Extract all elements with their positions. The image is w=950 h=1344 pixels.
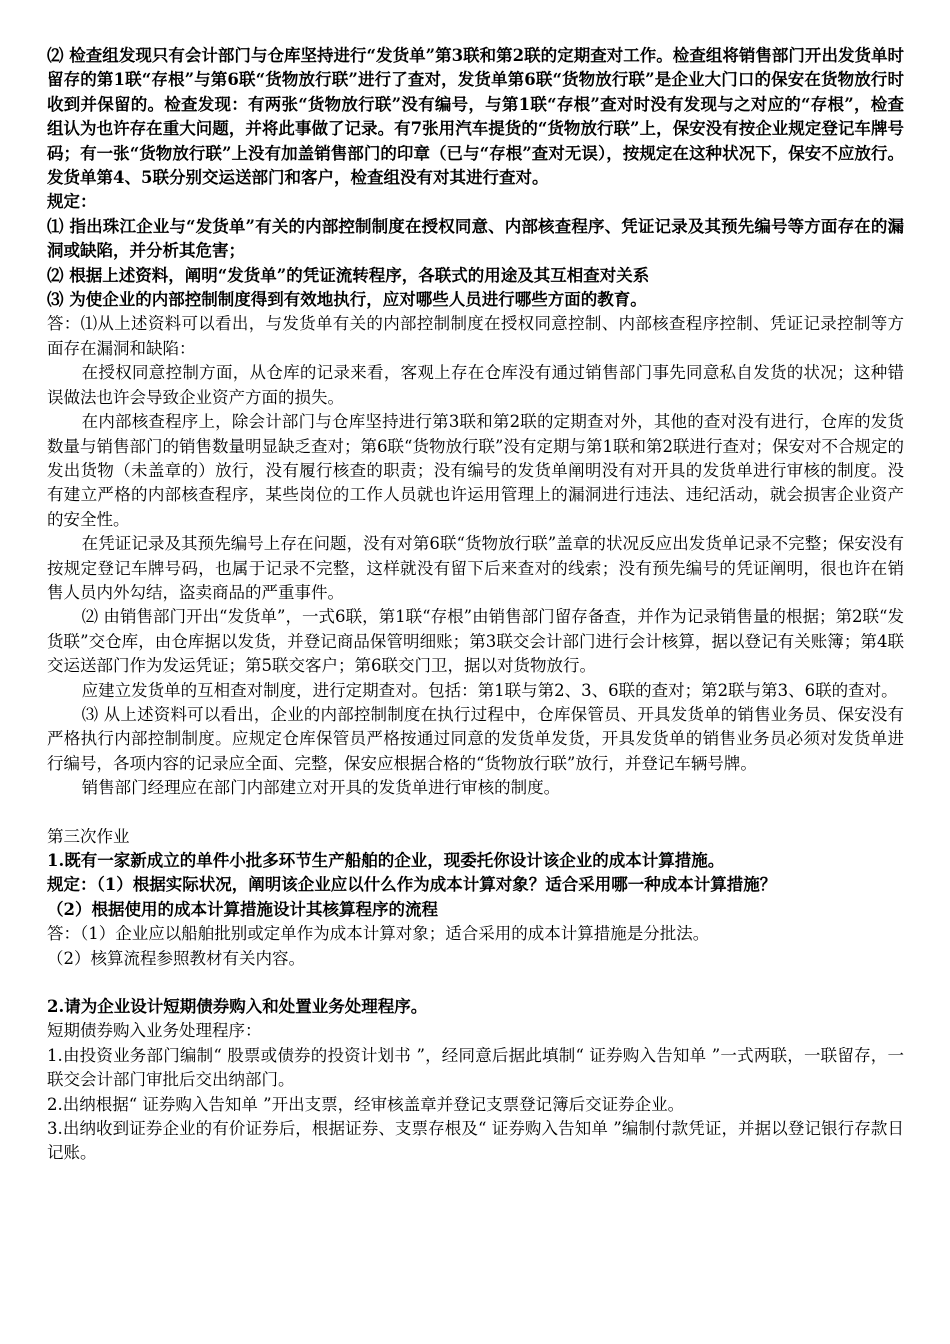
question-2-step-3: 3.出纳收到证券企业的有价证券后，根据证券、支票存根及“ 证券购入告知单 ”编制付款凭证，并据以登记银行存款日记账。	[47, 1119, 904, 1163]
answer-3: ⑶ 从上述资料可以看出，企业的内部控制制度在执行过程中，仓库保管员、开具发货单的销售业务员、保安没有严格执行内部控制制度。应规定仓库保管员严格按通过同意的发货单发货，开具发货单的销售业务员必须对发货单进行编号，各项内容的记录应全面、完整，保安应根据合格的“货物放行联”放行，并登记车辆号牌。	[47, 704, 904, 773]
question-1: 1.既有一家新成立的单件小批多环节生产船舶的企业，现委托你设计该企业的成本计算措施。	[47, 851, 725, 870]
question-1-requirement-b: （2）根据使用的成本计算措施设计其核算程序的流程	[47, 899, 438, 919]
question-1-answer-b: （2）核算流程参照教材有关内容。	[47, 948, 305, 968]
answer-records: 在凭证记录及其预先编号上存在问题，没有对第6联“货物放行联”盖章的状况反应出发货单记录不完整；保安没有按规定登记车牌号码，也属于记录不完整，这样就没有留下后来查对的线索；没有预先编号的凭证阐明，很也许在销售人员内外勾结，盗卖商品的严重事件。	[47, 534, 904, 602]
question-1-requirement-a: 规定：（1）根据实际状况，阐明该企业应以什么作为成本计算对象？适合采用哪一种成本计算措施？	[47, 875, 777, 895]
requirement-1: ⑴ 指出珠江企业与“发货单”有关的内部控制制度在授权同意、内部核查程序、凭证记录及其预先编号等方面存在的漏洞或缺陷，并分析其危害；	[47, 216, 904, 261]
answer-authorization: 在授权同意控制方面，从仓库的记录来看，客观上存在仓库没有通过销售部门事先同意私自发货的状况；这种错误做法也许会导致企业资产方面的损失。	[47, 363, 904, 407]
question-2-step-2: 2.出纳根据“ 证券购入告知单 ”开出支票，经审核盖章并登记支票登记簿后交证券企业。	[47, 1094, 685, 1114]
question-2: 2.请为企业设计短期债券购入和处置业务处理程序。	[47, 997, 428, 1017]
answer-2-cross-check: 应建立发货单的互相查对制度，进行定期查对。包括：第1联与第2、3、6联的查对；第2联与第3、6联的查对。	[81, 680, 898, 700]
requirements-label: 规定：	[47, 192, 97, 212]
question-2-step-1: 1.由投资业务部门编制“ 股票或债券的投资计划书 ”，经同意后据此填制“ 证券购入告知单 ”一式两联，一联留存，一联交会计部门审批后交出纳部门。	[47, 1045, 904, 1090]
spacer	[47, 801, 904, 825]
answer-internal-check: 在内部核查程序上，除会计部门与仓库坚持进行第3联和第2联的定期查对外，其他的查对没有进行，仓库的发货数量与销售部门的销售数量明显缺乏查对；第6联“货物放行联”没有定期与第1联和第2联进行查对；保安对不合规定的发出货物（未盖章的）放行，没有履行核查的职责；没有编号的发货单阐明没有对开具的发货单进行审核的制度。没有建立严格的内部核查程序，某些岗位的工作人员就也许运用管理上的漏洞进行违法、违纪活动，就会损害企业资产的安全性。	[47, 412, 904, 529]
requirement-3: ⑶ 为使企业的内部控制制度得到有效地执行，应对哪些人员进行哪些方面的教育。	[47, 290, 647, 310]
requirement-2: ⑵ 根据上述资料，阐明“发货单”的凭证流转程序，各联式的用途及其互相查对关系	[47, 265, 650, 285]
question-1-answer-a: 答：（1）企业应以船舶批别或定单作为成本计算对象；适合采用的成本计算措施是分批法。	[47, 924, 710, 944]
spacer	[47, 971, 904, 995]
answer-intro: 答：⑴从上述资料可以看出，与发货单有关的内部控制制度在授权同意控制、内部核查程序控制、凭证记录控制等方面存在漏洞和缺陷：	[47, 314, 904, 358]
answer-2-flow: ⑵ 由销售部门开出“发货单”，一式6联，第1联“存根”由销售部门留存备查，并作为记录销售量的根据；第2联“发货联”交仓库，由仓库据以发货，并登记商品保管明细账；第3联交会计部门进行会计核算，据以登记有关账簿；第4联交运送部门作为发运凭证；第5联交客户；第6联交门卫，据以对货物放行。	[47, 607, 904, 676]
question-2-subtitle: 短期债券购入业务处理程序：	[47, 1021, 262, 1041]
finding-paragraph: ⑵ 检查组发现只有会计部门与仓库坚持进行“发货单”第3联和第2联的定期查对工作。检查组将销售部门开出发货单时留存的第1联“存根”与第6联“货物放行联”进行了查对，发货单第6联“货物放行联”是企业大门口的保安在货物放行时收到并保留的。检查发现：有两张“货物放行联”没有编号，与第1联“存根”查对时没有发现与之对应的“存根”，检查组认为也许存在重大问题，并将此事做了记录。有7张用汽车提货的“货物放行联”上，保安没有按企业规定登记车牌号码；有一张“货物放行联”上没有加盖销售部门的印章（已与“存根”查对无误），按规定在这种状况下，保安不应放行。发货单第4、5联分别交运送部门和客户，检查组没有对其进行查对。	[47, 46, 904, 188]
section-title: 第三次作业	[47, 826, 130, 846]
answer-3-manager: 销售部门经理应在部门内部建立对开具的发货单进行审核的制度。	[81, 778, 561, 798]
